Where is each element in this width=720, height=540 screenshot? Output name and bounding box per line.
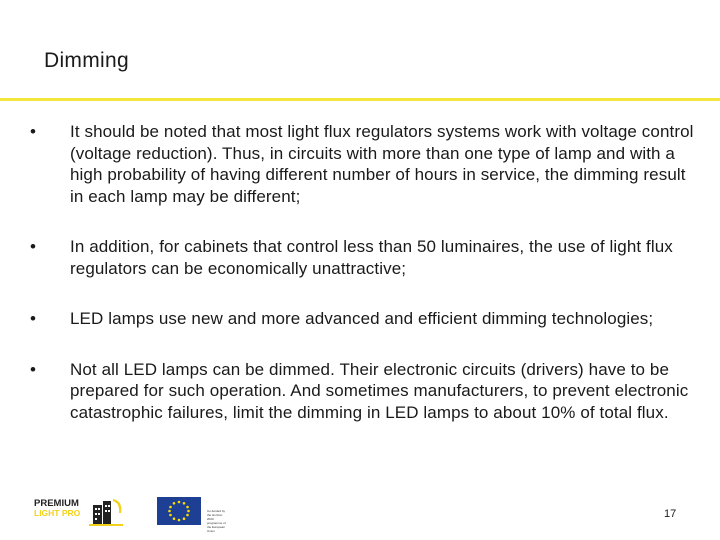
bullet-list	[30, 121, 702, 423]
slide-title: Dimming	[44, 49, 129, 72]
bullet-marker: •	[30, 309, 37, 328]
bullet-marker: •	[30, 237, 37, 256]
bullet-marker: •	[30, 359, 37, 379]
page-number: 17	[664, 508, 677, 520]
bullet-text: Not all LED lamps can be dimmed. Their electronic circuits (drivers) have to be prepared for such operation. And sometimes manufacturers, to prevent electronic catastrophic failures, limit the dimming in LED lamps to about 10% of total flux.	[70, 359, 689, 422]
bullet-item	[30, 308, 702, 330]
eu-caption: Co-funded by the Horizon 2020 programme of the European Union	[207, 509, 226, 533]
svg-text:PREMIUM: PREMIUM	[34, 498, 79, 509]
bullet-text: It should be noted that most light flux regulators systems work with voltage control (voltage reduction). Thus, in circuits with more than one type of lamp and with a high probability of having different number of hours in service, the dimming result in each lamp may be different;	[70, 122, 694, 206]
eu-flag-icon	[157, 497, 227, 533]
bullet-item	[30, 236, 702, 279]
bullet-text: In addition, for cabinets that control less than 50 luminaires, the use of light flux regulators can be economically unattractive;	[70, 237, 673, 278]
premium-light-pro-logo	[33, 495, 125, 527]
bullet-marker: •	[30, 122, 37, 141]
bullet-item	[30, 121, 702, 207]
title-divider	[0, 98, 720, 101]
bullet-text: LED lamps use new and more advanced and efficient dimming technologies;	[70, 309, 654, 328]
svg-text:LIGHT PRO: LIGHT PRO	[34, 508, 81, 518]
bullet-item	[30, 359, 702, 424]
